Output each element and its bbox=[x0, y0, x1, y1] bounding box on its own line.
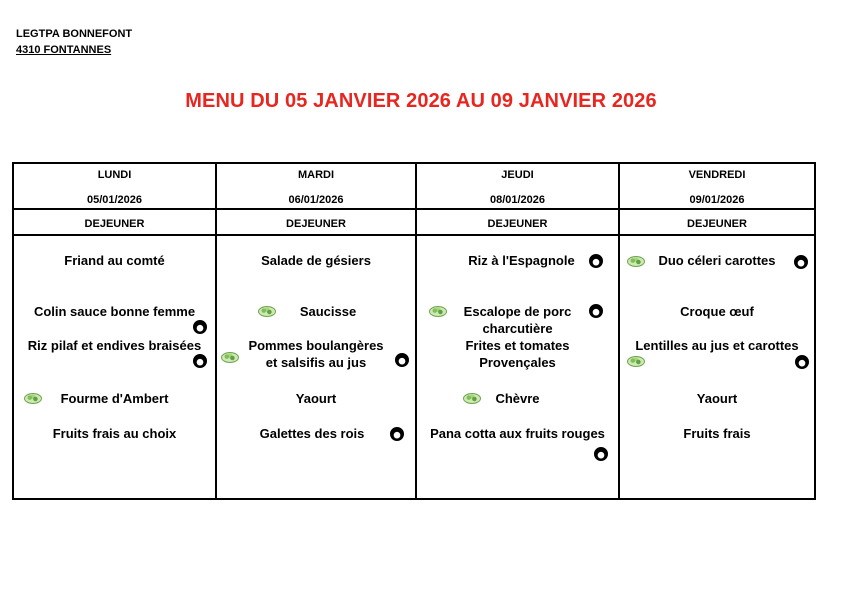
dish-cheese: Yaourt bbox=[696, 391, 738, 406]
meal-label: DEJEUNER bbox=[286, 218, 346, 230]
day-column-mardi bbox=[217, 164, 415, 498]
day-date: 06/01/2026 bbox=[288, 194, 344, 206]
day-column-jeudi bbox=[417, 164, 618, 498]
homemade-icon bbox=[795, 355, 809, 369]
dish-side: Lentilles au jus et carottes bbox=[635, 338, 799, 353]
homemade-icon bbox=[594, 447, 608, 461]
meal-label: DEJEUNER bbox=[687, 218, 747, 230]
day-name: VENDREDI bbox=[688, 169, 746, 181]
homemade-icon bbox=[193, 320, 207, 334]
dish-dessert: Fruits frais au choix bbox=[52, 426, 177, 441]
homemade-icon bbox=[395, 353, 409, 367]
dish-cheese: Fourme d'Ambert bbox=[60, 391, 169, 406]
day-name: LUNDI bbox=[97, 169, 132, 181]
dish-starter: Riz à l'Espagnole bbox=[468, 253, 575, 268]
dish-dessert: Pana cotta aux fruits rouges bbox=[430, 426, 605, 441]
homemade-icon bbox=[390, 427, 404, 441]
dish-starter: Friand au comté bbox=[64, 253, 165, 268]
menu-title: MENU DU 05 JANVIER 2026 AU 09 JANVIER 2026 bbox=[185, 90, 657, 112]
day-date: 09/01/2026 bbox=[689, 194, 745, 206]
dish-starter: Salade de gésiers bbox=[261, 253, 371, 268]
day-column-lundi bbox=[14, 164, 215, 498]
meal-label: DEJEUNER bbox=[487, 218, 548, 230]
day-name: JEUDI bbox=[501, 169, 534, 181]
homemade-icon bbox=[794, 255, 808, 269]
dish-main: Croque œuf bbox=[680, 304, 754, 319]
homemade-icon bbox=[589, 254, 603, 268]
menu-table bbox=[12, 162, 816, 500]
dish-cheese: Yaourt bbox=[295, 391, 337, 406]
org-address: 4310 FONTANNES bbox=[16, 44, 112, 56]
vegetable-icon bbox=[627, 356, 645, 367]
dish-starter: Duo céleri carottes bbox=[658, 253, 776, 268]
day-date: 08/01/2026 bbox=[489, 194, 546, 206]
day-date: 05/01/2026 bbox=[86, 194, 143, 206]
dish-main: Saucisse bbox=[299, 304, 357, 319]
day-column-vendredi bbox=[620, 164, 814, 498]
dish-main: Escalope de porc charcutière bbox=[463, 304, 572, 336]
dish-side: Pommes boulangères et salsifis au jus bbox=[248, 338, 384, 370]
dish-cheese: Chèvre bbox=[495, 391, 540, 406]
org-name: LEGTPA BONNEFONT bbox=[16, 28, 133, 40]
dish-dessert: Fruits frais bbox=[683, 426, 751, 441]
homemade-icon bbox=[193, 354, 207, 368]
dish-side: Frites et tomates Provençales bbox=[465, 338, 570, 370]
dish-side: Riz pilaf et endives braisées bbox=[27, 338, 202, 353]
dish-dessert: Galettes des rois bbox=[259, 426, 365, 441]
homemade-icon bbox=[589, 304, 603, 318]
meal-label: DEJEUNER bbox=[84, 218, 145, 230]
day-name: MARDI bbox=[297, 169, 335, 181]
dish-main: Colin sauce bonne femme bbox=[33, 304, 196, 319]
